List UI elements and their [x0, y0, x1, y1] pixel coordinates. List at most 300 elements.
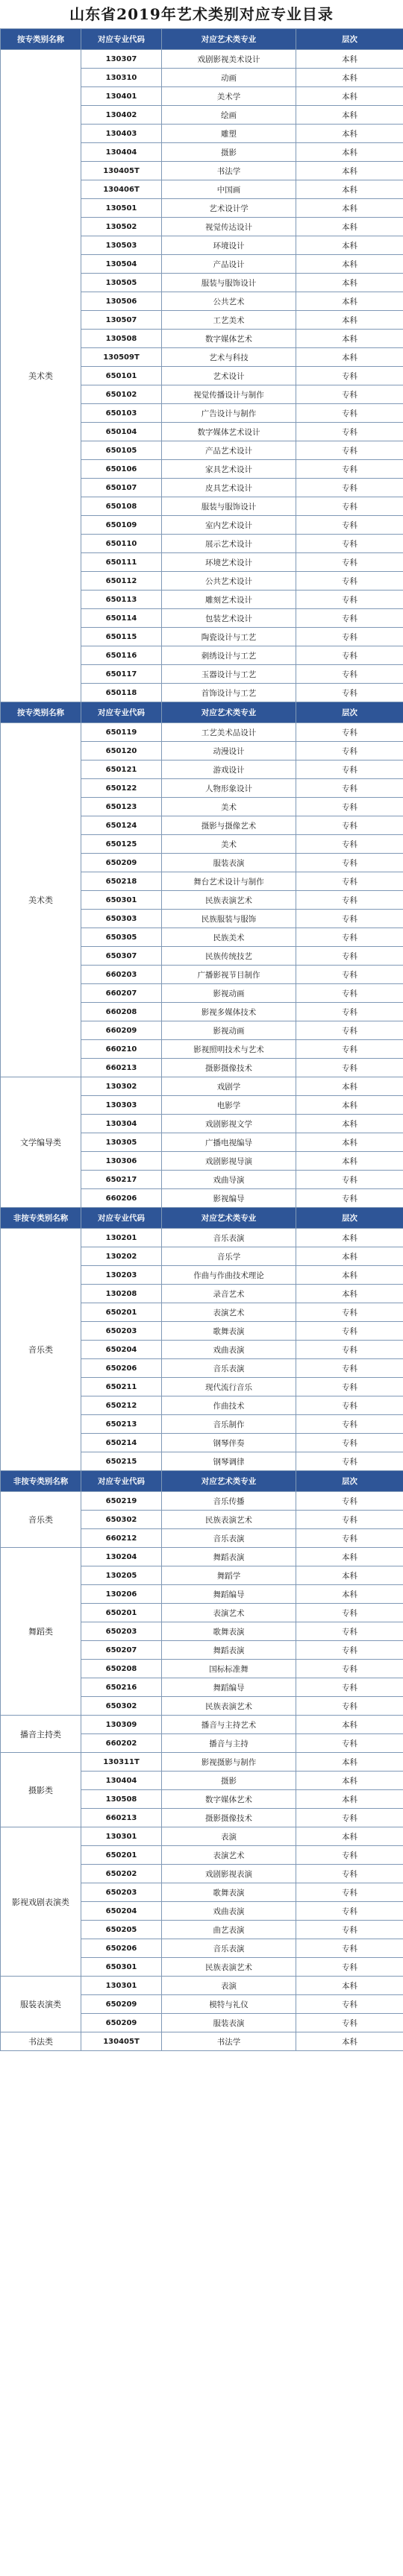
- major-name-cell: 舞蹈编导: [162, 1585, 296, 1604]
- major-code-cell: 130208: [81, 1285, 162, 1303]
- major-name-cell: 影视照明技术与艺术: [162, 1040, 296, 1059]
- level-cell: 本科: [296, 162, 403, 180]
- category-cell: 舞蹈类: [1, 1548, 81, 1716]
- major-code-cell: 660206: [81, 1189, 162, 1208]
- level-cell: 专科: [296, 1939, 403, 1958]
- level-cell: 本科: [296, 106, 403, 125]
- header-level: 层次: [296, 702, 403, 723]
- major-name-cell: 美术: [162, 835, 296, 854]
- major-code-cell: 130505: [81, 274, 162, 292]
- table-row: [1, 1077, 403, 1096]
- major-code-cell: 650116: [81, 646, 162, 665]
- table-row: [1, 723, 403, 742]
- major-name-cell: 展示艺术设计: [162, 535, 296, 553]
- major-code-cell: 130503: [81, 236, 162, 255]
- major-code-cell: 660213: [81, 1809, 162, 1827]
- level-cell: 专科: [296, 1883, 403, 1902]
- table-row: [1, 1492, 403, 1511]
- major-code-cell: 650201: [81, 1604, 162, 1622]
- level-cell: 专科: [296, 441, 403, 460]
- level-cell: 专科: [296, 1341, 403, 1359]
- major-name-cell: 艺术设计学: [162, 199, 296, 218]
- level-cell: 专科: [296, 628, 403, 646]
- major-name-cell: 钢琴调律: [162, 1452, 296, 1471]
- header-major: 对应艺术类专业: [162, 29, 296, 50]
- level-cell: 专科: [296, 553, 403, 572]
- major-code-cell: 130404: [81, 143, 162, 162]
- major-code-cell: 650203: [81, 1883, 162, 1902]
- level-cell: 专科: [296, 816, 403, 835]
- major-code-cell: 130403: [81, 125, 162, 143]
- major-name-cell: 影视动画: [162, 984, 296, 1003]
- level-cell: 专科: [296, 1921, 403, 1939]
- major-code-cell: 650209: [81, 854, 162, 872]
- major-code-cell: 130309: [81, 1716, 162, 1734]
- catalog-body: [1, 29, 403, 2051]
- level-cell: 本科: [296, 1790, 403, 1809]
- major-code-cell: 130306: [81, 1152, 162, 1171]
- level-cell: 本科: [296, 199, 403, 218]
- major-name-cell: 数字媒体艺术: [162, 1790, 296, 1809]
- table-header-row: [1, 1471, 403, 1492]
- major-code-cell: 650211: [81, 1378, 162, 1396]
- level-cell: 本科: [296, 1266, 403, 1285]
- level-cell: 本科: [296, 1585, 403, 1604]
- major-code-cell: 650204: [81, 1902, 162, 1921]
- table-row: [1, 2032, 403, 2051]
- level-cell: 专科: [296, 1511, 403, 1529]
- level-cell: 专科: [296, 984, 403, 1003]
- major-code-cell: 650203: [81, 1622, 162, 1641]
- major-code-cell: 650106: [81, 460, 162, 479]
- major-code-cell: 650307: [81, 947, 162, 966]
- major-name-cell: 艺术设计: [162, 367, 296, 385]
- major-code-cell: 650214: [81, 1434, 162, 1452]
- major-code-cell: 130508: [81, 330, 162, 348]
- major-name-cell: 音乐表演: [162, 1359, 296, 1378]
- major-code-cell: 130404: [81, 1772, 162, 1790]
- level-cell: 专科: [296, 1040, 403, 1059]
- level-cell: 专科: [296, 1359, 403, 1378]
- level-cell: 专科: [296, 404, 403, 423]
- header-code: 对应专业代码: [81, 29, 162, 50]
- major-name-cell: 影视编导: [162, 1189, 296, 1208]
- major-name-cell: 作曲技术: [162, 1396, 296, 1415]
- major-name-cell: 录音艺术: [162, 1285, 296, 1303]
- major-name-cell: 工艺美术: [162, 311, 296, 330]
- major-name-cell: 环境设计: [162, 236, 296, 255]
- major-name-cell: 表演: [162, 1977, 296, 1995]
- level-cell: 本科: [296, 1716, 403, 1734]
- major-name-cell: 民族服装与服饰: [162, 910, 296, 928]
- major-name-cell: 艺术与科技: [162, 348, 296, 367]
- major-name-cell: 室内艺术设计: [162, 516, 296, 535]
- major-code-cell: 650207: [81, 1641, 162, 1660]
- major-name-cell: 产品设计: [162, 255, 296, 274]
- major-code-cell: 660210: [81, 1040, 162, 1059]
- level-cell: 专科: [296, 1660, 403, 1678]
- major-name-cell: 民族表演艺术: [162, 1958, 296, 1977]
- level-cell: 专科: [296, 798, 403, 816]
- major-code-cell: 130506: [81, 292, 162, 311]
- level-cell: 本科: [296, 1077, 403, 1096]
- major-code-cell: 660208: [81, 1003, 162, 1021]
- major-code-cell: 650121: [81, 760, 162, 779]
- category-cell: 音乐类: [1, 1229, 81, 1471]
- level-cell: 专科: [296, 665, 403, 684]
- major-name-cell: 数字媒体艺术设计: [162, 423, 296, 441]
- major-name-cell: 刺绣设计与工艺: [162, 646, 296, 665]
- major-name-cell: 家具艺术设计: [162, 460, 296, 479]
- major-name-cell: 视觉传播设计与制作: [162, 385, 296, 404]
- level-cell: 本科: [296, 87, 403, 106]
- level-cell: 本科: [296, 1115, 403, 1133]
- level-cell: 专科: [296, 1865, 403, 1883]
- major-name-cell: 视觉传达设计: [162, 218, 296, 236]
- header-category: 非按专类别名称: [1, 1471, 81, 1492]
- major-code-cell: 130401: [81, 87, 162, 106]
- major-code-cell: 650102: [81, 385, 162, 404]
- major-name-cell: 模特与礼仪: [162, 1995, 296, 2014]
- major-code-cell: 650107: [81, 479, 162, 497]
- major-name-cell: 曲艺表演: [162, 1921, 296, 1939]
- major-code-cell: 650208: [81, 1660, 162, 1678]
- level-cell: 专科: [296, 1902, 403, 1921]
- level-cell: 专科: [296, 1995, 403, 2014]
- category-cell: 摄影类: [1, 1753, 81, 1827]
- major-code-cell: 130206: [81, 1585, 162, 1604]
- major-code-cell: 650201: [81, 1303, 162, 1322]
- category-cell: 书法类: [1, 2032, 81, 2051]
- major-code-cell: 650301: [81, 1958, 162, 1977]
- major-code-cell: 130311T: [81, 1753, 162, 1772]
- major-code-cell: 650105: [81, 441, 162, 460]
- major-code-cell: 650119: [81, 723, 162, 742]
- major-name-cell: 表演艺术: [162, 1846, 296, 1865]
- level-cell: 专科: [296, 723, 403, 742]
- level-cell: 专科: [296, 535, 403, 553]
- major-code-cell: 650122: [81, 779, 162, 798]
- level-cell: 本科: [296, 255, 403, 274]
- major-name-cell: 摄影: [162, 1772, 296, 1790]
- major-code-cell: 650204: [81, 1341, 162, 1359]
- level-cell: 专科: [296, 966, 403, 984]
- major-code-cell: 130301: [81, 1827, 162, 1846]
- major-name-cell: 歌舞表演: [162, 1322, 296, 1341]
- major-code-cell: 130303: [81, 1096, 162, 1115]
- major-name-cell: 戏曲导演: [162, 1171, 296, 1189]
- major-code-cell: 650305: [81, 928, 162, 947]
- category-cell: 文学编导类: [1, 1077, 81, 1208]
- level-cell: 本科: [296, 1977, 403, 1995]
- major-name-cell: 民族表演艺术: [162, 891, 296, 910]
- major-name-cell: 摄影摄像技术: [162, 1059, 296, 1077]
- major-name-cell: 服装与服饰设计: [162, 274, 296, 292]
- level-cell: 本科: [296, 1133, 403, 1152]
- major-code-cell: 650101: [81, 367, 162, 385]
- major-name-cell: 书法学: [162, 2032, 296, 2051]
- major-name-cell: 服装表演: [162, 854, 296, 872]
- major-code-cell: 130504: [81, 255, 162, 274]
- level-cell: 专科: [296, 1452, 403, 1471]
- major-code-cell: 650302: [81, 1511, 162, 1529]
- category-cell: 播音主持类: [1, 1716, 81, 1753]
- major-code-cell: 650110: [81, 535, 162, 553]
- major-code-cell: 650213: [81, 1415, 162, 1434]
- major-name-cell: 美术学: [162, 87, 296, 106]
- major-code-cell: 650115: [81, 628, 162, 646]
- level-cell: 专科: [296, 516, 403, 535]
- level-cell: 专科: [296, 2014, 403, 2032]
- major-name-cell: 钢琴伴奏: [162, 1434, 296, 1452]
- major-name-cell: 动画: [162, 69, 296, 87]
- major-name-cell: 歌舞表演: [162, 1883, 296, 1902]
- level-cell: 专科: [296, 646, 403, 665]
- major-code-cell: 130310: [81, 69, 162, 87]
- level-cell: 本科: [296, 348, 403, 367]
- major-name-cell: 服装与服饰设计: [162, 497, 296, 516]
- major-name-cell: 舞蹈表演: [162, 1641, 296, 1660]
- level-cell: 专科: [296, 928, 403, 947]
- major-name-cell: 游戏设计: [162, 760, 296, 779]
- header-major: 对应艺术类专业: [162, 702, 296, 723]
- table-row: [1, 1977, 403, 1995]
- level-cell: 专科: [296, 591, 403, 609]
- major-name-cell: 表演艺术: [162, 1303, 296, 1322]
- level-cell: 本科: [296, 1285, 403, 1303]
- level-cell: 本科: [296, 125, 403, 143]
- level-cell: 本科: [296, 1772, 403, 1790]
- level-cell: 本科: [296, 236, 403, 255]
- major-code-cell: 130405T: [81, 162, 162, 180]
- level-cell: 本科: [296, 1152, 403, 1171]
- major-code-cell: 650212: [81, 1396, 162, 1415]
- level-cell: 专科: [296, 1958, 403, 1977]
- major-code-cell: 130509T: [81, 348, 162, 367]
- header-level: 层次: [296, 1471, 403, 1492]
- major-name-cell: 音乐学: [162, 1247, 296, 1266]
- level-cell: 专科: [296, 367, 403, 385]
- major-name-cell: 数字媒体艺术: [162, 330, 296, 348]
- level-cell: 本科: [296, 1753, 403, 1772]
- level-cell: 专科: [296, 684, 403, 702]
- major-name-cell: 现代流行音乐: [162, 1378, 296, 1396]
- major-name-cell: 公共艺术设计: [162, 572, 296, 591]
- header-category: 非按专类别名称: [1, 1208, 81, 1229]
- major-code-cell: 660202: [81, 1734, 162, 1753]
- level-cell: 本科: [296, 274, 403, 292]
- major-code-cell: 660213: [81, 1059, 162, 1077]
- major-name-cell: 广播电视编导: [162, 1133, 296, 1152]
- level-cell: 专科: [296, 835, 403, 854]
- major-name-cell: 播音与主持艺术: [162, 1716, 296, 1734]
- major-name-cell: 包装艺术设计: [162, 609, 296, 628]
- level-cell: 专科: [296, 1492, 403, 1511]
- header-code: 对应专业代码: [81, 1471, 162, 1492]
- major-code-cell: 130205: [81, 1566, 162, 1585]
- major-name-cell: 摄影与摄像艺术: [162, 816, 296, 835]
- major-name-cell: 广播影视节目制作: [162, 966, 296, 984]
- level-cell: 专科: [296, 1003, 403, 1021]
- level-cell: 专科: [296, 1378, 403, 1396]
- major-code-cell: 650217: [81, 1171, 162, 1189]
- header-level: 层次: [296, 1208, 403, 1229]
- major-code-cell: 660203: [81, 966, 162, 984]
- major-code-cell: 130508: [81, 1790, 162, 1809]
- level-cell: 专科: [296, 1809, 403, 1827]
- major-code-cell: 650205: [81, 1921, 162, 1939]
- major-code-cell: 650206: [81, 1939, 162, 1958]
- major-name-cell: 戏剧影视导演: [162, 1152, 296, 1171]
- major-code-cell: 650111: [81, 553, 162, 572]
- major-code-cell: 660209: [81, 1021, 162, 1040]
- major-code-cell: 130301: [81, 1977, 162, 1995]
- table-row: [1, 1229, 403, 1247]
- category-cell: 美术类: [1, 723, 81, 1077]
- level-cell: 专科: [296, 1059, 403, 1077]
- major-code-cell: 130305: [81, 1133, 162, 1152]
- major-name-cell: 工艺美术品设计: [162, 723, 296, 742]
- level-cell: 专科: [296, 779, 403, 798]
- level-cell: 专科: [296, 1604, 403, 1622]
- major-name-cell: 舞蹈表演: [162, 1548, 296, 1566]
- table-row: [1, 50, 403, 69]
- major-name-cell: 皮具艺术设计: [162, 479, 296, 497]
- major-name-cell: 首饰设计与工艺: [162, 684, 296, 702]
- major-name-cell: 摄影: [162, 143, 296, 162]
- major-name-cell: 戏剧学: [162, 1077, 296, 1096]
- major-code-cell: 650301: [81, 891, 162, 910]
- major-name-cell: 戏曲表演: [162, 1902, 296, 1921]
- major-name-cell: 书法学: [162, 162, 296, 180]
- major-code-cell: 130203: [81, 1266, 162, 1285]
- major-code-cell: 650120: [81, 742, 162, 760]
- major-name-cell: 影视多媒体技术: [162, 1003, 296, 1021]
- level-cell: 专科: [296, 479, 403, 497]
- major-name-cell: 戏剧影视文学: [162, 1115, 296, 1133]
- level-cell: 专科: [296, 1734, 403, 1753]
- level-cell: 专科: [296, 423, 403, 441]
- major-name-cell: 民族表演艺术: [162, 1511, 296, 1529]
- major-code-cell: 650103: [81, 404, 162, 423]
- level-cell: 本科: [296, 1247, 403, 1266]
- major-code-cell: 130507: [81, 311, 162, 330]
- header-level: 层次: [296, 29, 403, 50]
- level-cell: 专科: [296, 891, 403, 910]
- major-name-cell: 舞蹈学: [162, 1566, 296, 1585]
- major-code-cell: 650109: [81, 516, 162, 535]
- category-cell: 音乐类: [1, 1492, 81, 1548]
- major-code-cell: 650203: [81, 1322, 162, 1341]
- level-cell: 专科: [296, 460, 403, 479]
- level-cell: 本科: [296, 292, 403, 311]
- major-code-cell: 650112: [81, 572, 162, 591]
- level-cell: 专科: [296, 1529, 403, 1548]
- level-cell: 本科: [296, 2032, 403, 2051]
- level-cell: 专科: [296, 872, 403, 891]
- major-name-cell: 音乐制作: [162, 1415, 296, 1434]
- level-cell: 专科: [296, 910, 403, 928]
- level-cell: 本科: [296, 311, 403, 330]
- header-major: 对应艺术类专业: [162, 1208, 296, 1229]
- major-name-cell: 戏曲表演: [162, 1341, 296, 1359]
- major-name-cell: 影视摄影与制作: [162, 1753, 296, 1772]
- level-cell: 本科: [296, 69, 403, 87]
- major-name-cell: 音乐传播: [162, 1492, 296, 1511]
- level-cell: 专科: [296, 385, 403, 404]
- major-code-cell: 650124: [81, 816, 162, 835]
- major-name-cell: 音乐表演: [162, 1229, 296, 1247]
- table-row: [1, 1827, 403, 1846]
- category-cell: 影视戏剧表演类: [1, 1827, 81, 1977]
- major-name-cell: 广告设计与制作: [162, 404, 296, 423]
- level-cell: 专科: [296, 1322, 403, 1341]
- level-cell: 本科: [296, 1548, 403, 1566]
- level-cell: 本科: [296, 143, 403, 162]
- major-code-cell: 650104: [81, 423, 162, 441]
- table-header-row: [1, 702, 403, 723]
- level-cell: 专科: [296, 497, 403, 516]
- major-code-cell: 650118: [81, 684, 162, 702]
- major-name-cell: 绘画: [162, 106, 296, 125]
- major-code-cell: 650216: [81, 1678, 162, 1697]
- table-row: [1, 1753, 403, 1772]
- major-code-cell: 650303: [81, 910, 162, 928]
- major-name-cell: 播音与主持: [162, 1734, 296, 1753]
- major-code-cell: 650219: [81, 1492, 162, 1511]
- major-code-cell: 130405T: [81, 2032, 162, 2051]
- header-major: 对应艺术类专业: [162, 1471, 296, 1492]
- major-name-cell: 舞台艺术设计与制作: [162, 872, 296, 891]
- major-code-cell: 660212: [81, 1529, 162, 1548]
- level-cell: 专科: [296, 760, 403, 779]
- major-code-cell: 130201: [81, 1229, 162, 1247]
- level-cell: 专科: [296, 1846, 403, 1865]
- level-cell: 专科: [296, 609, 403, 628]
- major-code-cell: 130502: [81, 218, 162, 236]
- header-code: 对应专业代码: [81, 702, 162, 723]
- major-code-cell: 660207: [81, 984, 162, 1003]
- level-cell: 本科: [296, 1229, 403, 1247]
- major-name-cell: 国标标准舞: [162, 1660, 296, 1678]
- table-header-row: [1, 1208, 403, 1229]
- major-name-cell: 民族传统技艺: [162, 947, 296, 966]
- level-cell: 专科: [296, 572, 403, 591]
- major-code-cell: 130304: [81, 1115, 162, 1133]
- major-code-cell: 130204: [81, 1548, 162, 1566]
- level-cell: 专科: [296, 1171, 403, 1189]
- level-cell: 专科: [296, 854, 403, 872]
- level-cell: 专科: [296, 1021, 403, 1040]
- table-row: [1, 1716, 403, 1734]
- page-title: 山东省2019年艺术类别对应专业目录: [69, 5, 334, 23]
- major-code-cell: 650302: [81, 1697, 162, 1716]
- table-header-row: [1, 29, 403, 50]
- major-code-cell: 650202: [81, 1865, 162, 1883]
- major-name-cell: 产品艺术设计: [162, 441, 296, 460]
- level-cell: 专科: [296, 1622, 403, 1641]
- major-code-cell: 650114: [81, 609, 162, 628]
- level-cell: 本科: [296, 50, 403, 69]
- level-cell: 专科: [296, 947, 403, 966]
- level-cell: 本科: [296, 330, 403, 348]
- level-cell: 专科: [296, 742, 403, 760]
- level-cell: 本科: [296, 1566, 403, 1585]
- level-cell: 专科: [296, 1415, 403, 1434]
- major-code-cell: 650117: [81, 665, 162, 684]
- major-name-cell: 中国画: [162, 180, 296, 199]
- category-cell: 服装表演类: [1, 1977, 81, 2032]
